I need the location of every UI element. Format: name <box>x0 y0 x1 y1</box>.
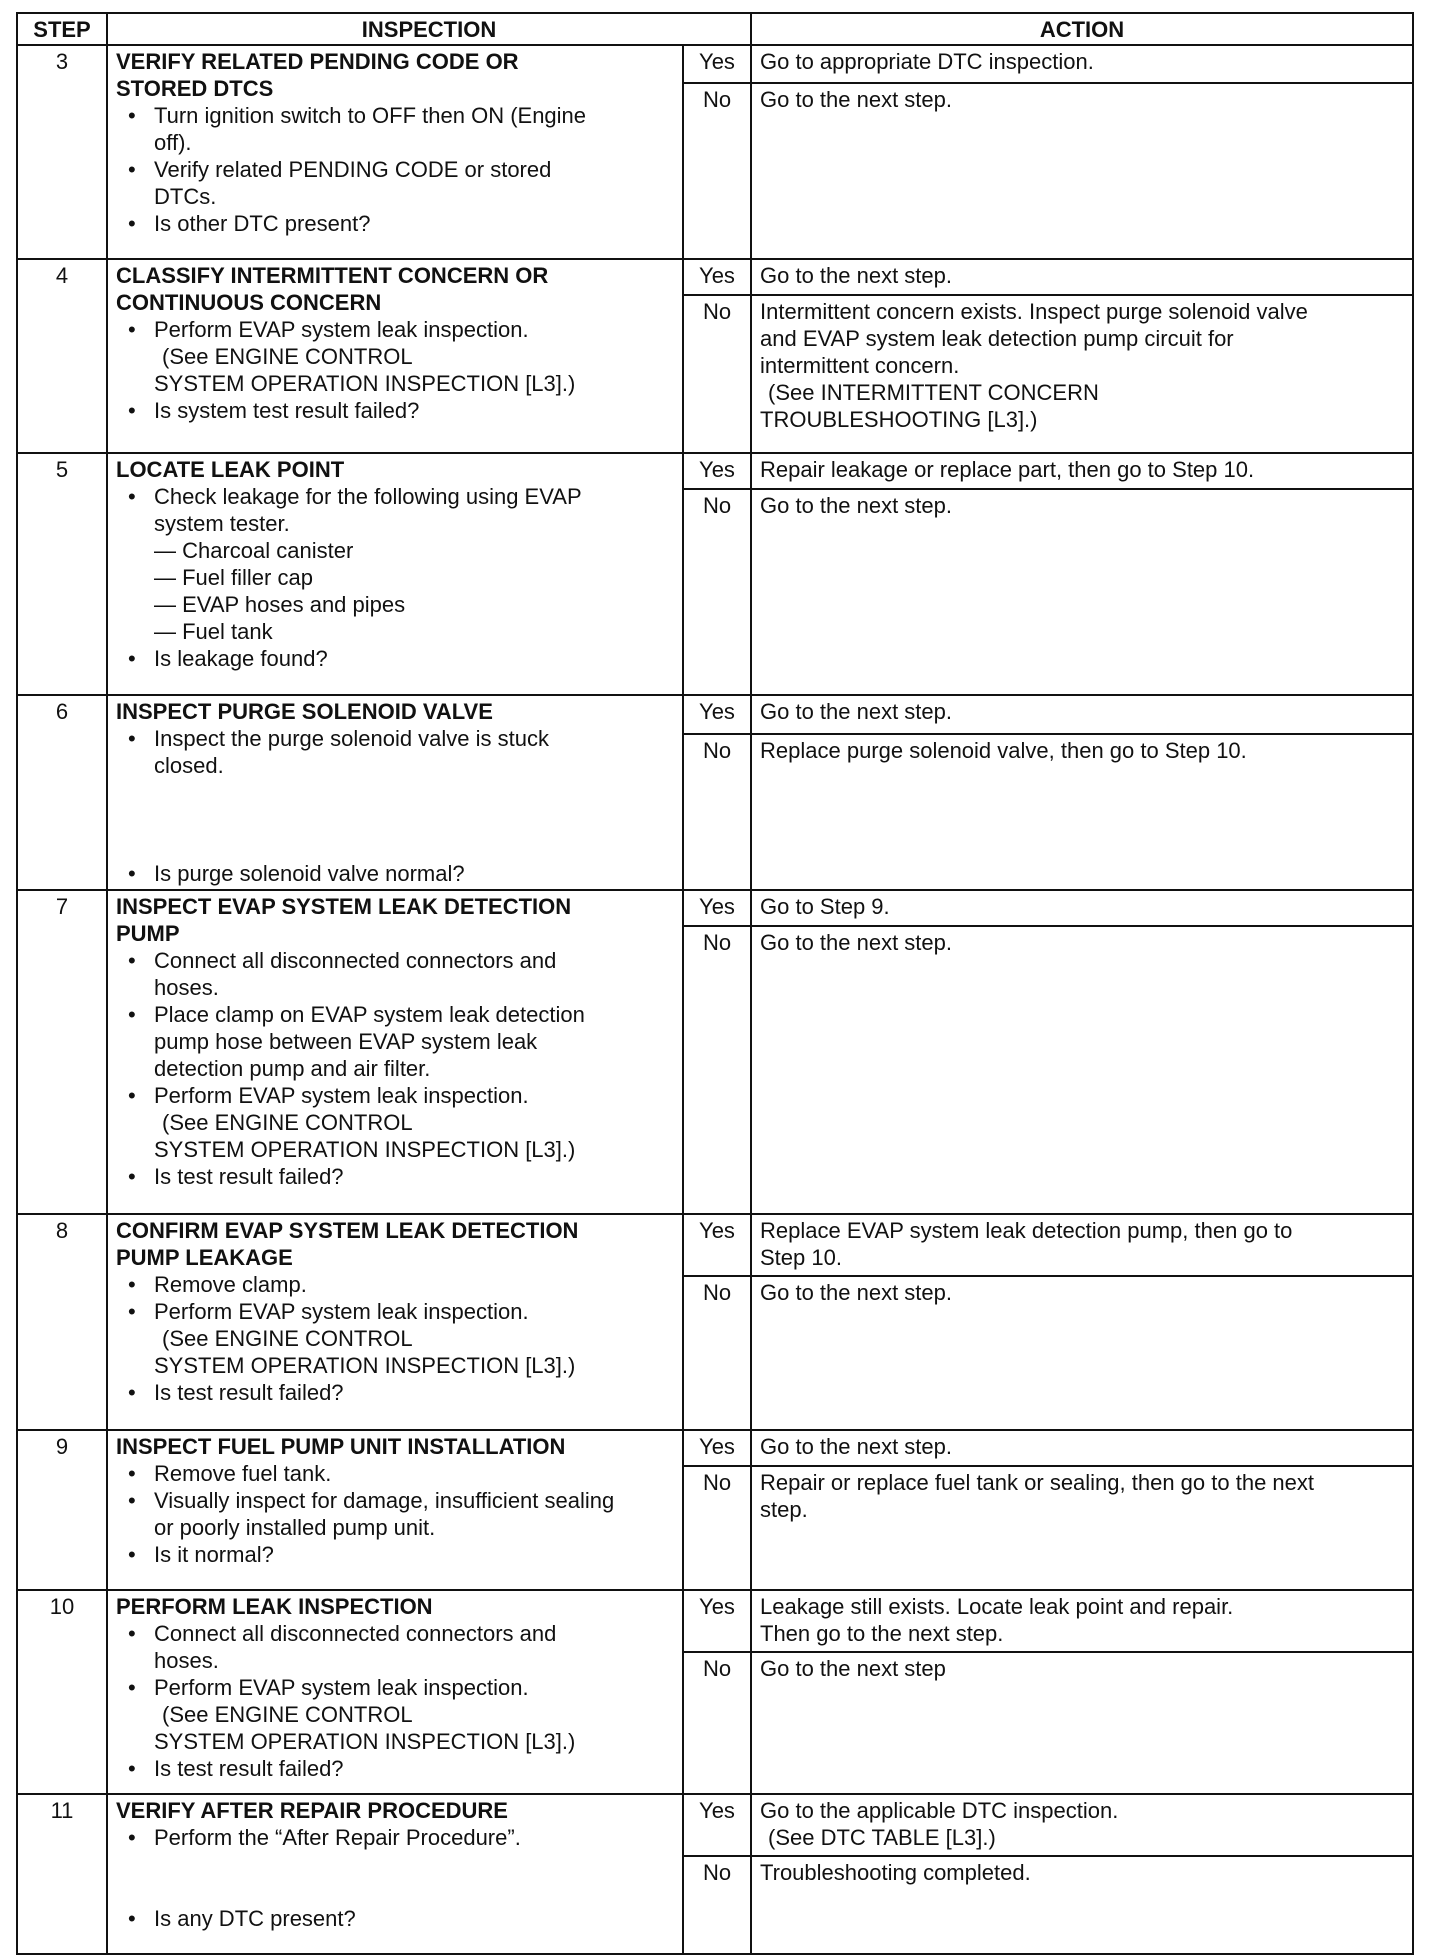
bullet-text: hoses. <box>154 1648 219 1673</box>
bullet-text: • Is test result failed? <box>154 1380 344 1405</box>
bullet-text: (See ENGINE CONTROL <box>162 1326 413 1351</box>
yes-action <box>751 453 1413 489</box>
inspection-title: CONFIRM EVAP SYSTEM LEAK DETECTION <box>116 1218 579 1243</box>
bullet-text: — EVAP hoses and pipes <box>154 592 406 617</box>
bullet-text: • Verify related PENDING CODE or stored <box>154 157 552 182</box>
inspection-bullet <box>116 1001 674 1082</box>
action-text: Leakage still exists. Locate leak point and repair. <box>760 1594 1234 1619</box>
yes-action <box>751 45 1413 83</box>
bullet-text: • Is system test result failed? <box>154 398 420 423</box>
action-text: Intermittent concern exists. Inspect purge solenoid valve <box>760 299 1308 324</box>
inspection-cell <box>107 1430 683 1590</box>
action-text: Replace purge solenoid valve, then go to Step 10. <box>760 737 1247 763</box>
inspection-title: CONTINUOUS CONCERN <box>116 290 382 315</box>
action-text: Go to the next step. <box>760 263 953 288</box>
no-action <box>751 1276 1413 1430</box>
yes-label: Yes <box>683 695 751 734</box>
no-label: No <box>683 1276 751 1430</box>
action-text: Replace EVAP system leak detection pump, then go to <box>760 1218 1293 1243</box>
inspection-bullet <box>116 1298 674 1379</box>
inspection-bullet <box>116 1271 674 1298</box>
no-action <box>751 295 1413 453</box>
header-step: STEP <box>17 13 107 45</box>
bullet-text: closed. <box>154 753 224 778</box>
bullet-text: • Inspect the purge solenoid valve is stuck <box>154 726 550 751</box>
inspection-cell <box>107 890 683 1214</box>
inspection-bullet-list <box>116 1824 674 1932</box>
no-action <box>751 1652 1413 1794</box>
action-text: (See INTERMITTENT CONCERN <box>768 380 1099 405</box>
step-number: 7 <box>17 890 107 1214</box>
inspection-title: LOCATE LEAK POINT <box>116 457 345 482</box>
inspection-bullet-list <box>116 1271 674 1406</box>
bullet-text: — Fuel tank <box>154 619 273 644</box>
bullet-text: • Perform EVAP system leak inspection. <box>154 1299 529 1324</box>
inspection-cell <box>107 259 683 453</box>
action-text: Go to the next step. <box>760 1434 953 1459</box>
bullet-text: • Remove fuel tank. <box>154 1461 332 1486</box>
bullet-text: • Perform EVAP system leak inspection. <box>154 317 529 342</box>
inspection-bullet <box>116 483 674 645</box>
table-row <box>17 45 1413 83</box>
inspection-cell <box>107 1214 683 1430</box>
action-text: Troubleshooting completed. <box>760 1860 1031 1885</box>
no-action <box>751 734 1413 890</box>
yes-action <box>751 1590 1413 1652</box>
blank-line <box>116 1851 674 1878</box>
table-row <box>17 890 1413 926</box>
inspection-title: VERIFY AFTER REPAIR PROCEDURE <box>116 1798 508 1823</box>
no-label: No <box>683 1856 751 1954</box>
bullet-text: • Perform the “After Repair Procedure”. <box>154 1825 521 1850</box>
step-number: 4 <box>17 259 107 453</box>
inspection-title: INSPECT PURGE SOLENOID VALVE <box>116 699 493 724</box>
inspection-title: STORED DTCS <box>116 76 274 101</box>
table-row <box>17 259 1413 295</box>
action-text: Go to Step 9. <box>760 894 890 919</box>
bullet-text: • Is test result failed? <box>154 1164 344 1189</box>
yes-label: Yes <box>683 890 751 926</box>
yes-label: Yes <box>683 1214 751 1276</box>
bullet-text: (See ENGINE CONTROL <box>162 1702 413 1727</box>
inspection-title: PERFORM LEAK INSPECTION <box>116 1594 433 1619</box>
inspection-bullet-list <box>116 947 674 1190</box>
inspection-bullet <box>116 860 674 887</box>
inspection-bullet-list <box>116 483 674 672</box>
header-inspection: INSPECTION <box>107 13 751 45</box>
inspection-bullet <box>116 645 674 672</box>
inspection-bullet <box>116 947 674 1001</box>
bullet-text: (See ENGINE CONTROL <box>162 1110 413 1135</box>
yes-label: Yes <box>683 259 751 295</box>
action-text: step. <box>760 1497 808 1522</box>
inspection-bullet <box>116 1541 674 1568</box>
bullet-text: detection pump and air filter. <box>154 1056 431 1081</box>
inspection-bullet <box>116 725 674 779</box>
no-action <box>751 83 1413 259</box>
action-text: Go to appropriate DTC inspection. <box>760 49 1094 74</box>
table-header-row <box>17 13 1413 45</box>
document-page <box>16 12 1412 1955</box>
no-action <box>751 1856 1413 1954</box>
action-text: Go to the applicable DTC inspection. <box>760 1798 1119 1823</box>
inspection-bullet <box>116 1379 674 1406</box>
inspection-bullet <box>116 210 674 237</box>
step-number: 8 <box>17 1214 107 1430</box>
bullet-text: — Fuel filler cap <box>154 565 313 590</box>
action-text: and EVAP system leak detection pump circuit for <box>760 326 1234 351</box>
bullet-text: • Remove clamp. <box>154 1272 307 1297</box>
no-label: No <box>683 1652 751 1794</box>
inspection-bullet <box>116 1620 674 1674</box>
inspection-bullet <box>116 1755 674 1782</box>
step-number: 10 <box>17 1590 107 1794</box>
no-label: No <box>683 1466 751 1590</box>
step-number: 3 <box>17 45 107 259</box>
action-text: intermittent concern. <box>760 353 960 378</box>
action-text: Go to the next step. <box>760 930 953 955</box>
bullet-text: • Perform EVAP system leak inspection. <box>154 1083 529 1108</box>
bullet-text: or poorly installed pump unit. <box>154 1515 436 1540</box>
yes-action <box>751 695 1413 734</box>
bullet-text: • Connect all disconnected connectors and <box>154 948 557 973</box>
inspection-title: VERIFY RELATED PENDING CODE OR <box>116 49 519 74</box>
bullet-text: SYSTEM OPERATION INSPECTION [L3].) <box>154 371 576 396</box>
bullet-text: • Place clamp on EVAP system leak detection <box>154 1002 585 1027</box>
inspection-bullet <box>116 1487 674 1541</box>
bullet-text: SYSTEM OPERATION INSPECTION [L3].) <box>154 1137 576 1162</box>
inspection-bullet <box>116 1824 674 1851</box>
blank-line <box>116 806 674 833</box>
bullet-text: • Is it normal? <box>154 1542 274 1567</box>
bullet-text: — Charcoal canister <box>154 538 354 563</box>
table-row <box>17 695 1413 734</box>
inspection-title: CLASSIFY INTERMITTENT CONCERN OR <box>116 263 549 288</box>
action-text: Go to the next step <box>760 1656 946 1681</box>
bullet-text: (See ENGINE CONTROL <box>162 344 413 369</box>
yes-action <box>751 890 1413 926</box>
table-row <box>17 1590 1413 1652</box>
bullet-text: • Check leakage for the following using EVAP <box>154 484 582 509</box>
step-number: 9 <box>17 1430 107 1590</box>
inspection-title: PUMP LEAKAGE <box>116 1245 293 1270</box>
bullet-text: • Is any DTC present? <box>154 1906 356 1931</box>
step-number: 11 <box>17 1794 107 1954</box>
bullet-text: off). <box>154 130 192 155</box>
inspection-bullet-list <box>116 725 674 887</box>
bullet-text: hoses. <box>154 975 219 1000</box>
bullet-text: • Turn ignition switch to OFF then ON (Engine <box>154 103 587 128</box>
table-row <box>17 453 1413 489</box>
table-body <box>17 45 1413 1954</box>
inspection-bullet <box>116 1082 674 1163</box>
yes-action <box>751 1794 1413 1856</box>
action-text: Repair or replace fuel tank or sealing, then go to the next <box>760 1470 1315 1495</box>
inspection-cell <box>107 1590 683 1794</box>
inspection-cell <box>107 695 683 890</box>
no-label: No <box>683 489 751 695</box>
yes-action <box>751 259 1413 295</box>
inspection-bullet <box>116 397 674 424</box>
blank-line <box>116 833 674 860</box>
table-row <box>17 1430 1413 1466</box>
no-label: No <box>683 83 751 259</box>
bullet-text: • Is other DTC present? <box>154 211 371 236</box>
action-text: TROUBLESHOOTING [L3].) <box>760 407 1038 432</box>
no-label: No <box>683 734 751 890</box>
action-text: Go to the next step. <box>760 87 953 112</box>
action-text: (See DTC TABLE [L3].) <box>768 1825 996 1850</box>
step-number: 6 <box>17 695 107 890</box>
inspection-bullet-list <box>116 1620 674 1782</box>
yes-action <box>751 1430 1413 1466</box>
yes-label: Yes <box>683 1590 751 1652</box>
inspection-cell <box>107 453 683 695</box>
inspection-bullet-list <box>116 316 674 424</box>
yes-label: Yes <box>683 45 751 83</box>
inspection-bullet <box>116 316 674 397</box>
inspection-bullet <box>116 1460 674 1487</box>
blank-line <box>116 779 674 806</box>
action-text: Repair leakage or replace part, then go to Step 10. <box>760 457 1255 482</box>
bullet-text: DTCs. <box>154 184 217 209</box>
inspection-bullet <box>116 102 674 156</box>
action-text: Step 10. <box>760 1245 842 1270</box>
bullet-text: • Visually inspect for damage, insufficient sealing <box>154 1488 615 1513</box>
blank-line <box>116 1878 674 1905</box>
inspection-cell <box>107 45 683 259</box>
inspection-title: PUMP <box>116 921 180 946</box>
yes-action <box>751 1214 1413 1276</box>
no-action <box>751 1466 1413 1590</box>
step-number: 5 <box>17 453 107 695</box>
diagnostic-procedure-table <box>16 12 1414 1955</box>
bullet-text: • Perform EVAP system leak inspection. <box>154 1675 529 1700</box>
inspection-title: INSPECT EVAP SYSTEM LEAK DETECTION <box>116 894 572 919</box>
action-text: Go to the next step. <box>760 699 953 724</box>
bullet-text: system tester. <box>154 511 290 536</box>
bullet-text: • Is leakage found? <box>154 646 328 671</box>
inspection-title: INSPECT FUEL PUMP UNIT INSTALLATION <box>116 1434 566 1459</box>
inspection-bullet-list <box>116 1460 674 1568</box>
inspection-bullet <box>116 1905 674 1932</box>
inspection-bullet <box>116 156 674 210</box>
action-text: Go to the next step. <box>760 1280 953 1305</box>
table-row <box>17 1794 1413 1856</box>
yes-label: Yes <box>683 1794 751 1856</box>
header-action: ACTION <box>751 13 1413 45</box>
action-text: Then go to the next step. <box>760 1621 1004 1646</box>
yes-label: Yes <box>683 1430 751 1466</box>
inspection-bullet-list <box>116 102 674 237</box>
no-label: No <box>683 295 751 453</box>
inspection-cell <box>107 1794 683 1954</box>
yes-label: Yes <box>683 453 751 489</box>
bullet-text: • Connect all disconnected connectors and <box>154 1621 557 1646</box>
action-text: Go to the next step. <box>760 493 953 518</box>
bullet-text: SYSTEM OPERATION INSPECTION [L3].) <box>154 1353 576 1378</box>
inspection-bullet <box>116 1163 674 1190</box>
table-row <box>17 1214 1413 1276</box>
inspection-bullet <box>116 1674 674 1755</box>
bullet-text: • Is purge solenoid valve normal? <box>154 861 465 886</box>
bullet-text: • Is test result failed? <box>154 1756 344 1781</box>
no-label: No <box>683 926 751 1214</box>
no-action <box>751 489 1413 695</box>
bullet-text: pump hose between EVAP system leak <box>154 1029 538 1054</box>
no-action <box>751 926 1413 1214</box>
bullet-text: SYSTEM OPERATION INSPECTION [L3].) <box>154 1729 576 1754</box>
